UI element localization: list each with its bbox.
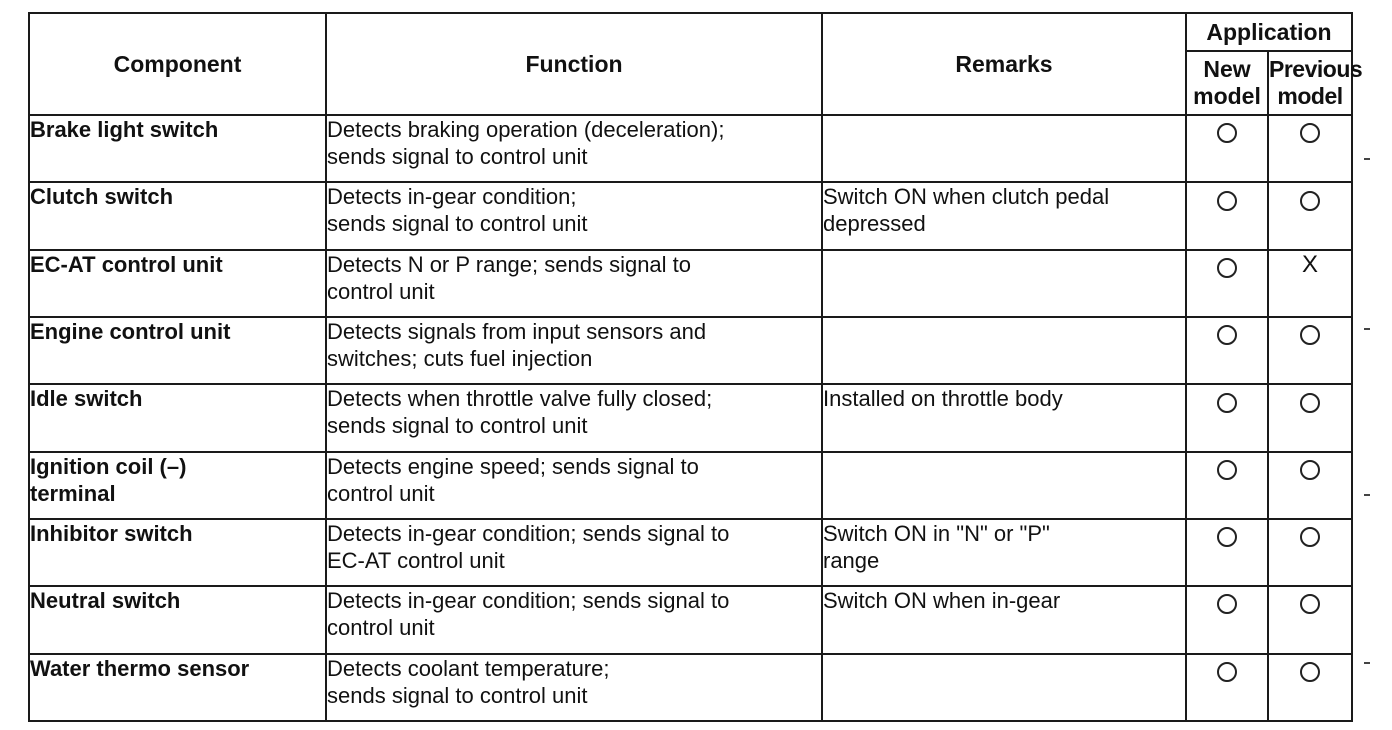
new-model-cell: [1186, 384, 1268, 451]
circle-mark: [1300, 393, 1320, 413]
component-cell: [29, 452, 326, 519]
previous-model-cell: [1268, 250, 1352, 317]
previous-model-cell: [1268, 115, 1352, 182]
circle-mark: [1217, 594, 1237, 614]
component-cell-line: Neutral switch: [30, 588, 181, 614]
previous-model-cell: [1268, 654, 1352, 721]
component-cell: [29, 317, 326, 384]
function-cell-line: control unit: [327, 615, 435, 641]
remarks-cell: [822, 586, 1186, 653]
table-row: [29, 586, 1352, 653]
function-cell-line: sends signal to control unit: [327, 413, 588, 439]
remarks-cell-line: Switch ON in "N" or "P": [823, 520, 1050, 546]
new-model-cell: [1186, 317, 1268, 384]
component-cell: [29, 384, 326, 451]
table-row: [29, 519, 1352, 586]
circle-mark: [1300, 191, 1320, 211]
header-previous-model: [1268, 51, 1363, 115]
component-cell-line: Inhibitor switch: [30, 520, 193, 546]
margin-tick: [1364, 328, 1370, 330]
circle-mark: [1217, 393, 1237, 413]
component-cell: [29, 182, 326, 249]
function-cell-line: sends signal to control unit: [327, 682, 588, 708]
table-row: [29, 452, 1352, 519]
new-model-cell: [1186, 586, 1268, 653]
component-cell-line: EC-AT control unit: [30, 251, 223, 277]
remarks-cell: [822, 452, 1186, 519]
table-row: [29, 317, 1352, 384]
circle-mark: [1300, 460, 1320, 480]
function-cell-line: control unit: [327, 278, 435, 304]
previous-model-cell: [1268, 182, 1352, 249]
header-application: Application: [1186, 13, 1352, 51]
component-cell-line: Ignition coil (–): [30, 453, 187, 479]
function-cell: [326, 654, 822, 721]
table-row: [29, 115, 1352, 182]
remarks-cell-line: Switch ON when clutch pedal: [823, 184, 1110, 210]
new-model-cell: [1186, 519, 1268, 586]
remarks-cell-line: range: [823, 547, 880, 573]
new-model-cell: [1186, 452, 1268, 519]
remarks-cell: [822, 115, 1186, 182]
function-cell-line: Detects engine speed; sends signal to: [327, 453, 699, 479]
remarks-cell: [822, 182, 1186, 249]
new-model-cell: [1186, 250, 1268, 317]
function-cell: [326, 586, 822, 653]
function-cell: [326, 115, 822, 182]
function-cell-line: Detects N or P range; sends signal to: [327, 251, 692, 277]
cross-mark: X: [1302, 250, 1319, 278]
function-cell-line: switches; cuts fuel injection: [327, 345, 593, 371]
table-row: [29, 250, 1352, 317]
function-cell-line: EC-AT control unit: [327, 547, 505, 573]
function-cell: [326, 452, 822, 519]
circle-mark: [1217, 325, 1237, 345]
component-table: [28, 12, 1363, 722]
header-previous-model-line1: Previous: [1269, 56, 1363, 82]
table-body: [29, 115, 1352, 721]
function-cell: [326, 384, 822, 451]
function-cell-line: Detects braking operation (deceleration);: [327, 117, 725, 142]
function-cell-line: Detects in-gear condition; sends signal to: [327, 520, 730, 546]
header-remarks: Remarks: [822, 13, 1186, 115]
circle-mark: [1300, 123, 1320, 143]
component-cell-line: Brake light switch: [30, 117, 219, 142]
header-component: Component: [29, 13, 326, 115]
circle-mark: [1300, 325, 1320, 345]
previous-model-cell: [1268, 317, 1352, 384]
margin-tick: [1364, 494, 1370, 496]
table-row: [29, 654, 1352, 721]
circle-mark: [1217, 527, 1237, 547]
table-row: [29, 384, 1352, 451]
component-cell: [29, 519, 326, 586]
circle-mark: [1217, 460, 1237, 480]
function-cell: [326, 250, 822, 317]
header-function: Function: [326, 13, 822, 115]
header-new-model-line1: New: [1203, 56, 1251, 82]
component-cell-line: Clutch switch: [30, 184, 174, 210]
function-cell: [326, 182, 822, 249]
remarks-cell-line: depressed: [823, 211, 926, 237]
function-cell-line: Detects in-gear condition; sends signal to: [327, 588, 730, 614]
new-model-cell: [1186, 182, 1268, 249]
remarks-cell: [822, 317, 1186, 384]
margin-tick: [1364, 662, 1370, 664]
circle-mark: [1217, 123, 1237, 143]
remarks-cell-line: Installed on throttle body: [823, 386, 1063, 412]
component-cell: [29, 654, 326, 721]
component-cell-line: Idle switch: [30, 386, 143, 412]
function-cell-line: Detects in-gear condition;: [327, 184, 577, 210]
function-cell-line: control unit: [327, 480, 435, 506]
previous-model-cell: [1268, 384, 1352, 451]
circle-mark: [1217, 191, 1237, 211]
header-new-model-line2: model: [1193, 83, 1261, 109]
component-cell-line: Water thermo sensor: [30, 655, 250, 681]
component-cell: [29, 586, 326, 653]
component-cell-line: Engine control unit: [30, 318, 231, 344]
circle-mark: [1217, 662, 1237, 682]
function-cell: [326, 519, 822, 586]
previous-model-cell: [1268, 452, 1352, 519]
remarks-cell: [822, 654, 1186, 721]
new-model-cell: [1186, 115, 1268, 182]
new-model-cell: [1186, 654, 1268, 721]
component-cell: [29, 115, 326, 182]
function-cell-line: Detects signals from input sensors and: [327, 318, 707, 344]
function-cell-line: sends signal to control unit: [327, 144, 588, 169]
circle-mark: [1300, 527, 1320, 547]
header-previous-model-line2: model: [1277, 83, 1343, 109]
circle-mark: [1300, 662, 1320, 682]
function-cell-line: Detects coolant temperature;: [327, 655, 610, 681]
remarks-cell: [822, 519, 1186, 586]
component-cell: [29, 250, 326, 317]
header-new-model: [1186, 51, 1268, 115]
table-row: [29, 182, 1352, 249]
function-cell-line: Detects when throttle valve fully closed;: [327, 386, 713, 412]
function-cell-line: sends signal to control unit: [327, 211, 588, 237]
circle-mark: [1217, 258, 1237, 278]
previous-model-cell: [1268, 519, 1352, 586]
remarks-cell-line: Switch ON when in-gear: [823, 588, 1061, 614]
remarks-cell: [822, 250, 1186, 317]
remarks-cell: [822, 384, 1186, 451]
function-cell: [326, 317, 822, 384]
previous-model-cell: [1268, 586, 1352, 653]
circle-mark: [1300, 594, 1320, 614]
component-cell-line: terminal: [30, 480, 116, 506]
margin-tick: [1364, 158, 1370, 160]
